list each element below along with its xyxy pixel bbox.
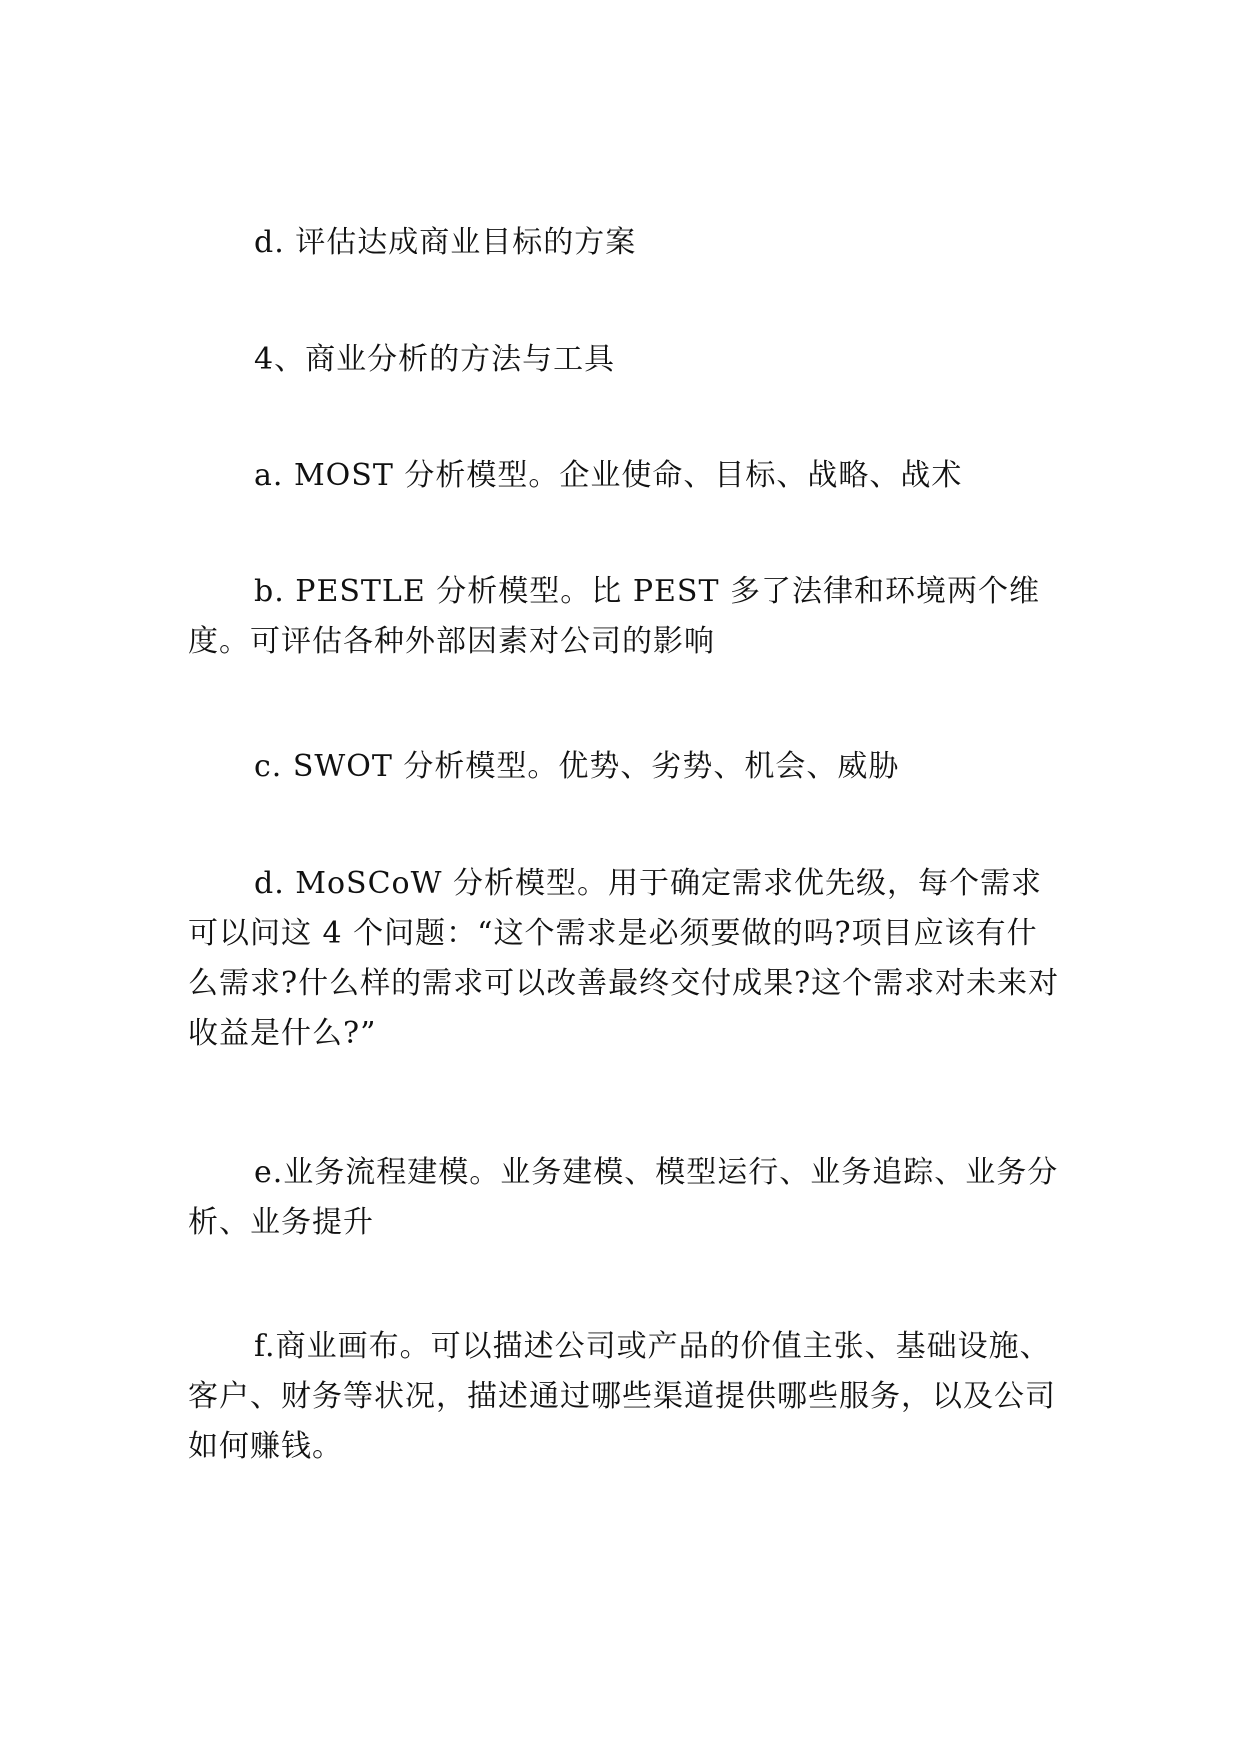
section-heading-methods-tools: 4、商业分析的方法与工具 [254,342,616,377]
paragraph-f-business-canvas: f.商业画布。可以描述公司或产品的价值主张、基础设施、客户、财务等状况，描述通过哪些渠道提供哪些服务，以及公司如何赚钱。 [188,1329,1056,1464]
paragraph-c-swot-model: c. SWOT 分析模型。优势、劣势、机会、威胁 [254,749,900,784]
paragraph-d-evaluate-solutions: d. 评估达成商业目标的方案 [254,225,637,260]
paragraph-a-most-model: a. MOST 分析模型。企业使命、目标、战略、战术 [254,458,963,493]
paragraph-d-moscow-model: d. MoSCoW 分析模型。用于确定需求优先级，每个需求可以问这 4 个问题：“这个需求是必须要做的吗?项目应该有什么需求?什么样的需求可以改善最终交付成果?这个需求对未来对收益是什么?” [188,866,1060,1051]
paragraph-e-process-modeling: e.业务流程建模。业务建模、模型运行、业务追踪、业务分析、业务提升 [188,1155,1059,1240]
paragraph-b-pestle-model: b. PESTLE 分析模型。比 PEST 多了法律和环境两个维度。可评估各种外部因素对公司的影响 [188,574,1040,659]
